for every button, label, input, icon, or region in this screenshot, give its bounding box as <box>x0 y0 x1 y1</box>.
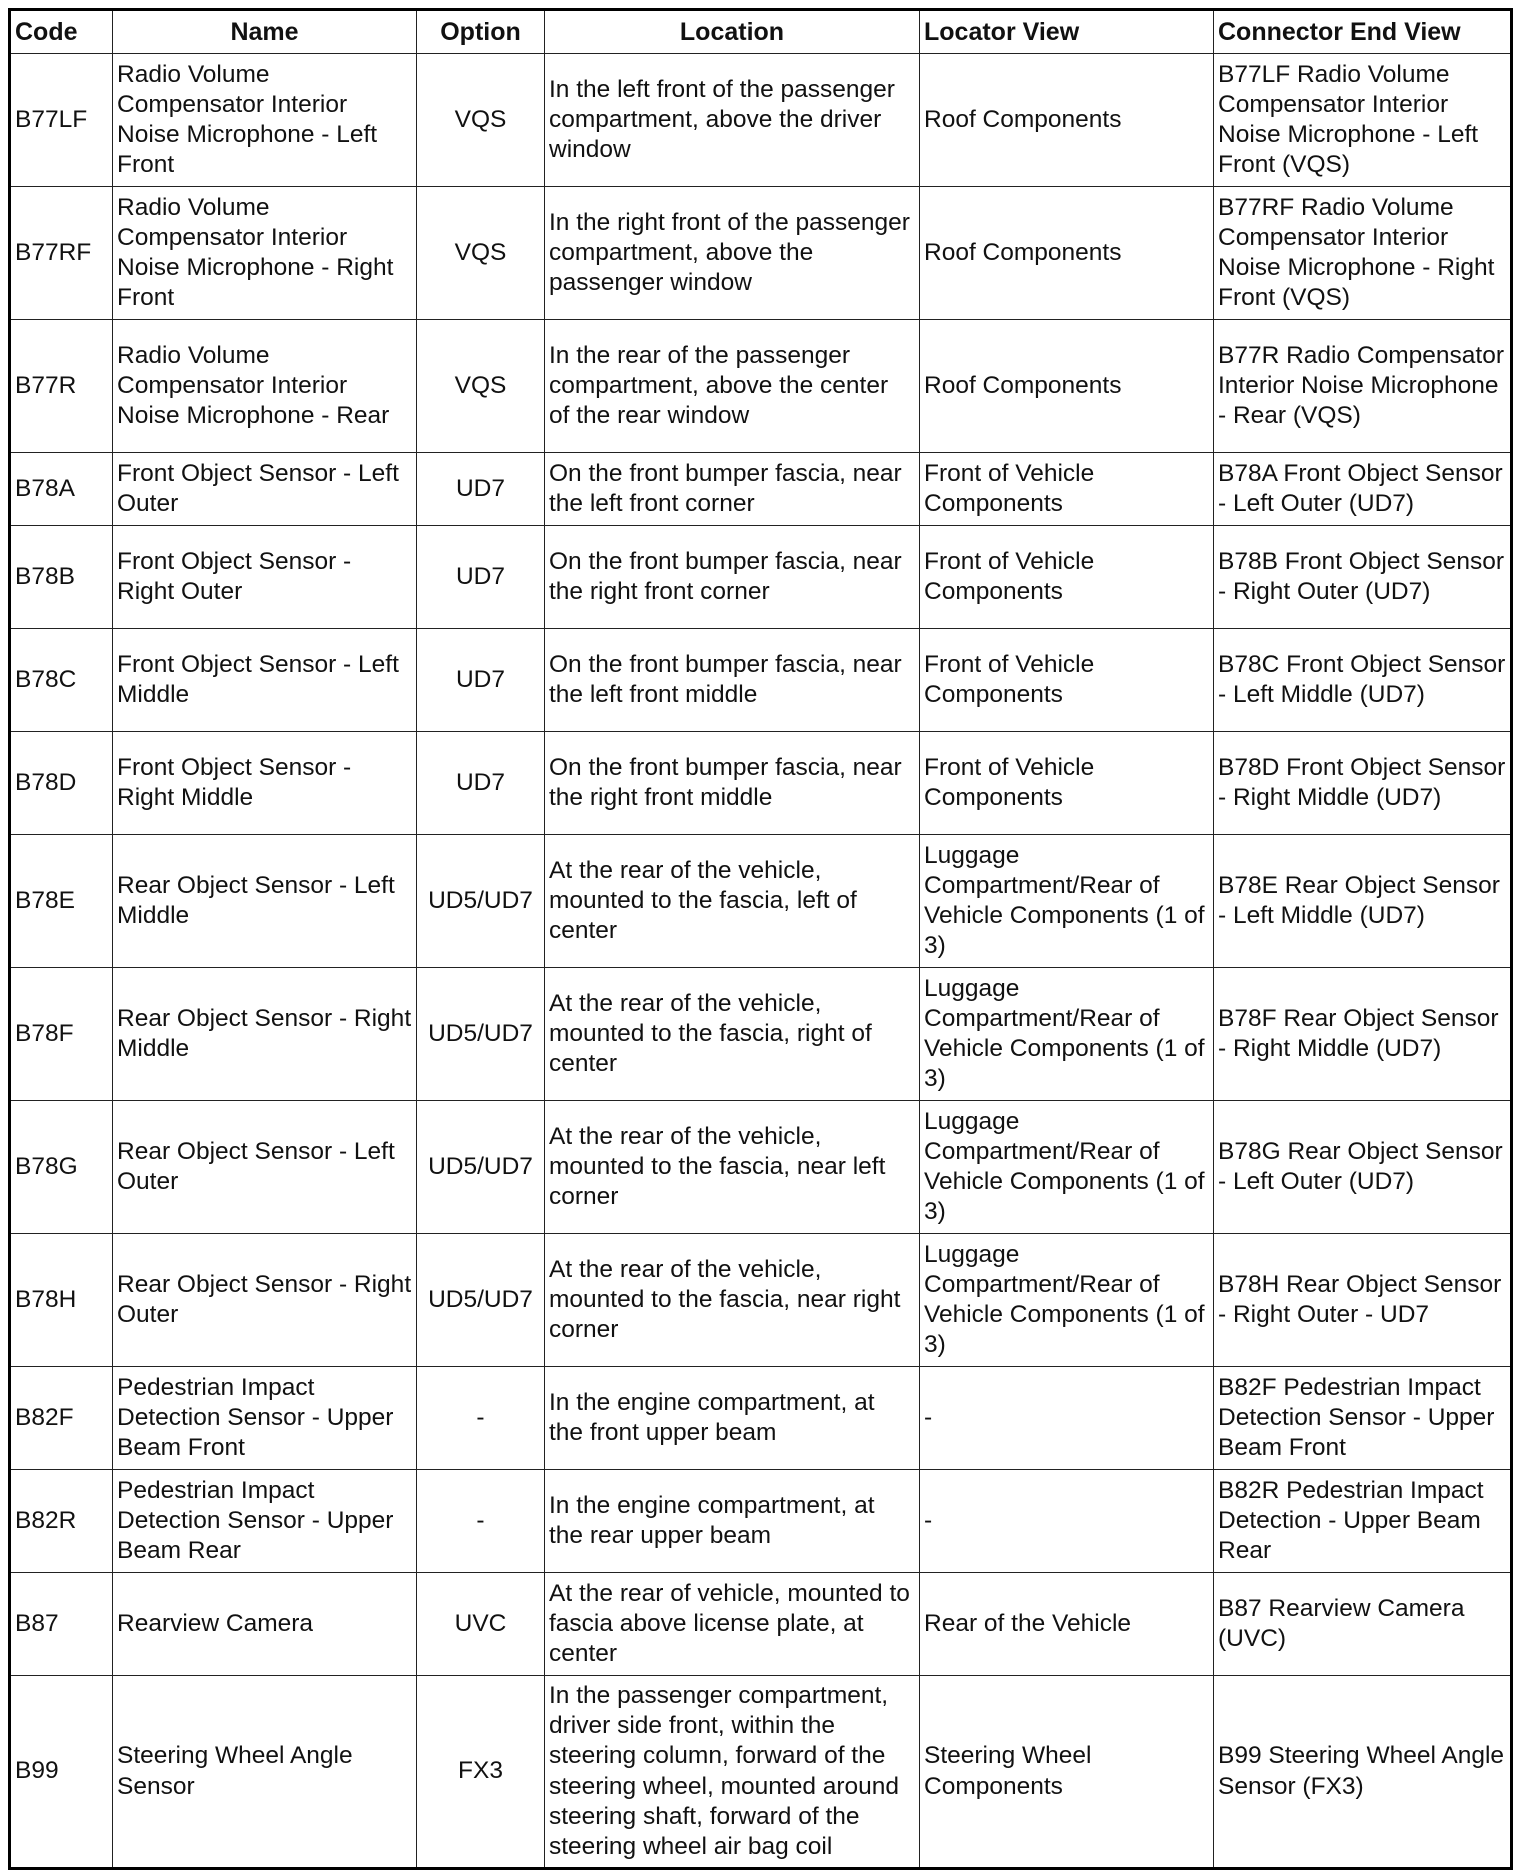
cell-name: Steering Wheel Angle Sensor <box>113 1676 417 1869</box>
table-row <box>10 835 1512 968</box>
cell-locator-view: Luggage Compartment/Rear of Vehicle Components (1 of 3) <box>920 1234 1214 1367</box>
cell-connector-end-view: B78G Rear Object Sensor - Left Outer (UD7) <box>1214 1101 1512 1234</box>
cell-code: B77LF <box>10 54 113 187</box>
cell-option: UD7 <box>417 732 545 835</box>
cell-code: B78B <box>10 526 113 629</box>
cell-connector-end-view: B78B Front Object Sensor - Right Outer (UD7) <box>1214 526 1512 629</box>
cell-option: UD7 <box>417 629 545 732</box>
cell-location: In the left front of the passenger compartment, above the driver window <box>545 54 920 187</box>
header-row <box>10 10 1512 54</box>
header-name: Name <box>113 10 417 54</box>
cell-code: B78F <box>10 968 113 1101</box>
cell-location: In the engine compartment, at the rear upper beam <box>545 1470 920 1573</box>
table-row <box>10 1367 1512 1470</box>
cell-code: B78A <box>10 453 113 526</box>
cell-name: Front Object Sensor - Right Middle <box>113 732 417 835</box>
cell-connector-end-view: B82R Pedestrian Impact Detection - Upper Beam Rear <box>1214 1470 1512 1573</box>
cell-connector-end-view: B77RF Radio Volume Compensator Interior Noise Microphone - Right Front (VQS) <box>1214 187 1512 320</box>
table-row <box>10 320 1512 453</box>
table-row <box>10 1101 1512 1234</box>
cell-code: B78E <box>10 835 113 968</box>
table-row <box>10 1470 1512 1573</box>
cell-locator-view: - <box>920 1470 1214 1573</box>
cell-name: Pedestrian Impact Detection Sensor - Upper Beam Rear <box>113 1470 417 1573</box>
cell-option: - <box>417 1367 545 1470</box>
cell-locator-view: Front of Vehicle Components <box>920 732 1214 835</box>
cell-name: Rear Object Sensor - Right Middle <box>113 968 417 1101</box>
cell-name: Front Object Sensor - Right Outer <box>113 526 417 629</box>
cell-option: UVC <box>417 1573 545 1676</box>
cell-code: B77RF <box>10 187 113 320</box>
cell-connector-end-view: B99 Steering Wheel Angle Sensor (FX3) <box>1214 1676 1512 1869</box>
cell-locator-view: - <box>920 1367 1214 1470</box>
cell-connector-end-view: B78A Front Object Sensor - Left Outer (UD7) <box>1214 453 1512 526</box>
cell-locator-view: Luggage Compartment/Rear of Vehicle Components (1 of 3) <box>920 968 1214 1101</box>
cell-location: In the passenger compartment, driver side front, within the steering column, forward of the steering wheel, mounted around steering shaft, forward of the steering wheel air bag coil <box>545 1676 920 1869</box>
table-row <box>10 54 1512 187</box>
header-option: Option <box>417 10 545 54</box>
cell-option: UD5/UD7 <box>417 1101 545 1234</box>
table-row <box>10 732 1512 835</box>
cell-code: B87 <box>10 1573 113 1676</box>
cell-location: At the rear of the vehicle, mounted to the fascia, left of center <box>545 835 920 968</box>
cell-name: Radio Volume Compensator Interior Noise Microphone - Right Front <box>113 187 417 320</box>
cell-name: Pedestrian Impact Detection Sensor - Upper Beam Front <box>113 1367 417 1470</box>
cell-name: Front Object Sensor - Left Middle <box>113 629 417 732</box>
cell-name: Rear Object Sensor - Right Outer <box>113 1234 417 1367</box>
cell-name: Rear Object Sensor - Left Middle <box>113 835 417 968</box>
cell-option: VQS <box>417 320 545 453</box>
cell-locator-view: Rear of the Vehicle <box>920 1573 1214 1676</box>
cell-option: FX3 <box>417 1676 545 1869</box>
cell-connector-end-view: B82F Pedestrian Impact Detection Sensor - Upper Beam Front <box>1214 1367 1512 1470</box>
cell-locator-view: Luggage Compartment/Rear of Vehicle Components (1 of 3) <box>920 1101 1214 1234</box>
header-locator-view: Locator View <box>920 10 1214 54</box>
cell-name: Radio Volume Compensator Interior Noise Microphone - Left Front <box>113 54 417 187</box>
cell-code: B78G <box>10 1101 113 1234</box>
cell-option: UD7 <box>417 453 545 526</box>
cell-code: B78C <box>10 629 113 732</box>
table-row <box>10 968 1512 1101</box>
cell-code: B78D <box>10 732 113 835</box>
cell-connector-end-view: B78H Rear Object Sensor - Right Outer - UD7 <box>1214 1234 1512 1367</box>
cell-location: At the rear of the vehicle, mounted to the fascia, near right corner <box>545 1234 920 1367</box>
cell-locator-view: Front of Vehicle Components <box>920 526 1214 629</box>
cell-connector-end-view: B78F Rear Object Sensor - Right Middle (UD7) <box>1214 968 1512 1101</box>
cell-location: At the rear of the vehicle, mounted to the fascia, near left corner <box>545 1101 920 1234</box>
cell-location: In the engine compartment, at the front upper beam <box>545 1367 920 1470</box>
cell-connector-end-view: B78D Front Object Sensor - Right Middle (UD7) <box>1214 732 1512 835</box>
cell-option: VQS <box>417 54 545 187</box>
cell-name: Rearview Camera <box>113 1573 417 1676</box>
cell-connector-end-view: B87 Rearview Camera (UVC) <box>1214 1573 1512 1676</box>
table-row <box>10 187 1512 320</box>
cell-locator-view: Steering Wheel Components <box>920 1676 1214 1869</box>
cell-connector-end-view: B77R Radio Compensator Interior Noise Microphone - Rear (VQS) <box>1214 320 1512 453</box>
header-location: Location <box>545 10 920 54</box>
cell-code: B78H <box>10 1234 113 1367</box>
cell-locator-view: Front of Vehicle Components <box>920 629 1214 732</box>
cell-option: UD5/UD7 <box>417 835 545 968</box>
cell-name: Rear Object Sensor - Left Outer <box>113 1101 417 1234</box>
cell-location: On the front bumper fascia, near the right front middle <box>545 732 920 835</box>
header-connector-end-view: Connector End View <box>1214 10 1512 54</box>
cell-name: Radio Volume Compensator Interior Noise Microphone - Rear <box>113 320 417 453</box>
cell-locator-view: Luggage Compartment/Rear of Vehicle Components (1 of 3) <box>920 835 1214 968</box>
cell-option: VQS <box>417 187 545 320</box>
cell-name: Front Object Sensor - Left Outer <box>113 453 417 526</box>
cell-locator-view: Front of Vehicle Components <box>920 453 1214 526</box>
table-row <box>10 526 1512 629</box>
cell-locator-view: Roof Components <box>920 320 1214 453</box>
cell-connector-end-view: B77LF Radio Volume Compensator Interior Noise Microphone - Left Front (VQS) <box>1214 54 1512 187</box>
cell-location: At the rear of vehicle, mounted to fascia above license plate, at center <box>545 1573 920 1676</box>
table-row <box>10 1234 1512 1367</box>
cell-option: UD7 <box>417 526 545 629</box>
cell-option: - <box>417 1470 545 1573</box>
cell-location: On the front bumper fascia, near the right front corner <box>545 526 920 629</box>
cell-option: UD5/UD7 <box>417 968 545 1101</box>
cell-locator-view: Roof Components <box>920 187 1214 320</box>
cell-connector-end-view: B78E Rear Object Sensor - Left Middle (UD7) <box>1214 835 1512 968</box>
component-locator-table <box>8 8 1513 1870</box>
cell-location: In the right front of the passenger compartment, above the passenger window <box>545 187 920 320</box>
cell-connector-end-view: B78C Front Object Sensor - Left Middle (UD7) <box>1214 629 1512 732</box>
table-row <box>10 1676 1512 1869</box>
cell-code: B82F <box>10 1367 113 1470</box>
cell-location: On the front bumper fascia, near the left front corner <box>545 453 920 526</box>
cell-location: On the front bumper fascia, near the left front middle <box>545 629 920 732</box>
cell-code: B82R <box>10 1470 113 1573</box>
cell-option: UD5/UD7 <box>417 1234 545 1367</box>
cell-locator-view: Roof Components <box>920 54 1214 187</box>
header-code: Code <box>10 10 113 54</box>
table-row <box>10 629 1512 732</box>
cell-code: B77R <box>10 320 113 453</box>
cell-code: B99 <box>10 1676 113 1869</box>
cell-location: At the rear of the vehicle, mounted to the fascia, right of center <box>545 968 920 1101</box>
table-row <box>10 1573 1512 1676</box>
cell-location: In the rear of the passenger compartment, above the center of the rear window <box>545 320 920 453</box>
table-row <box>10 453 1512 526</box>
